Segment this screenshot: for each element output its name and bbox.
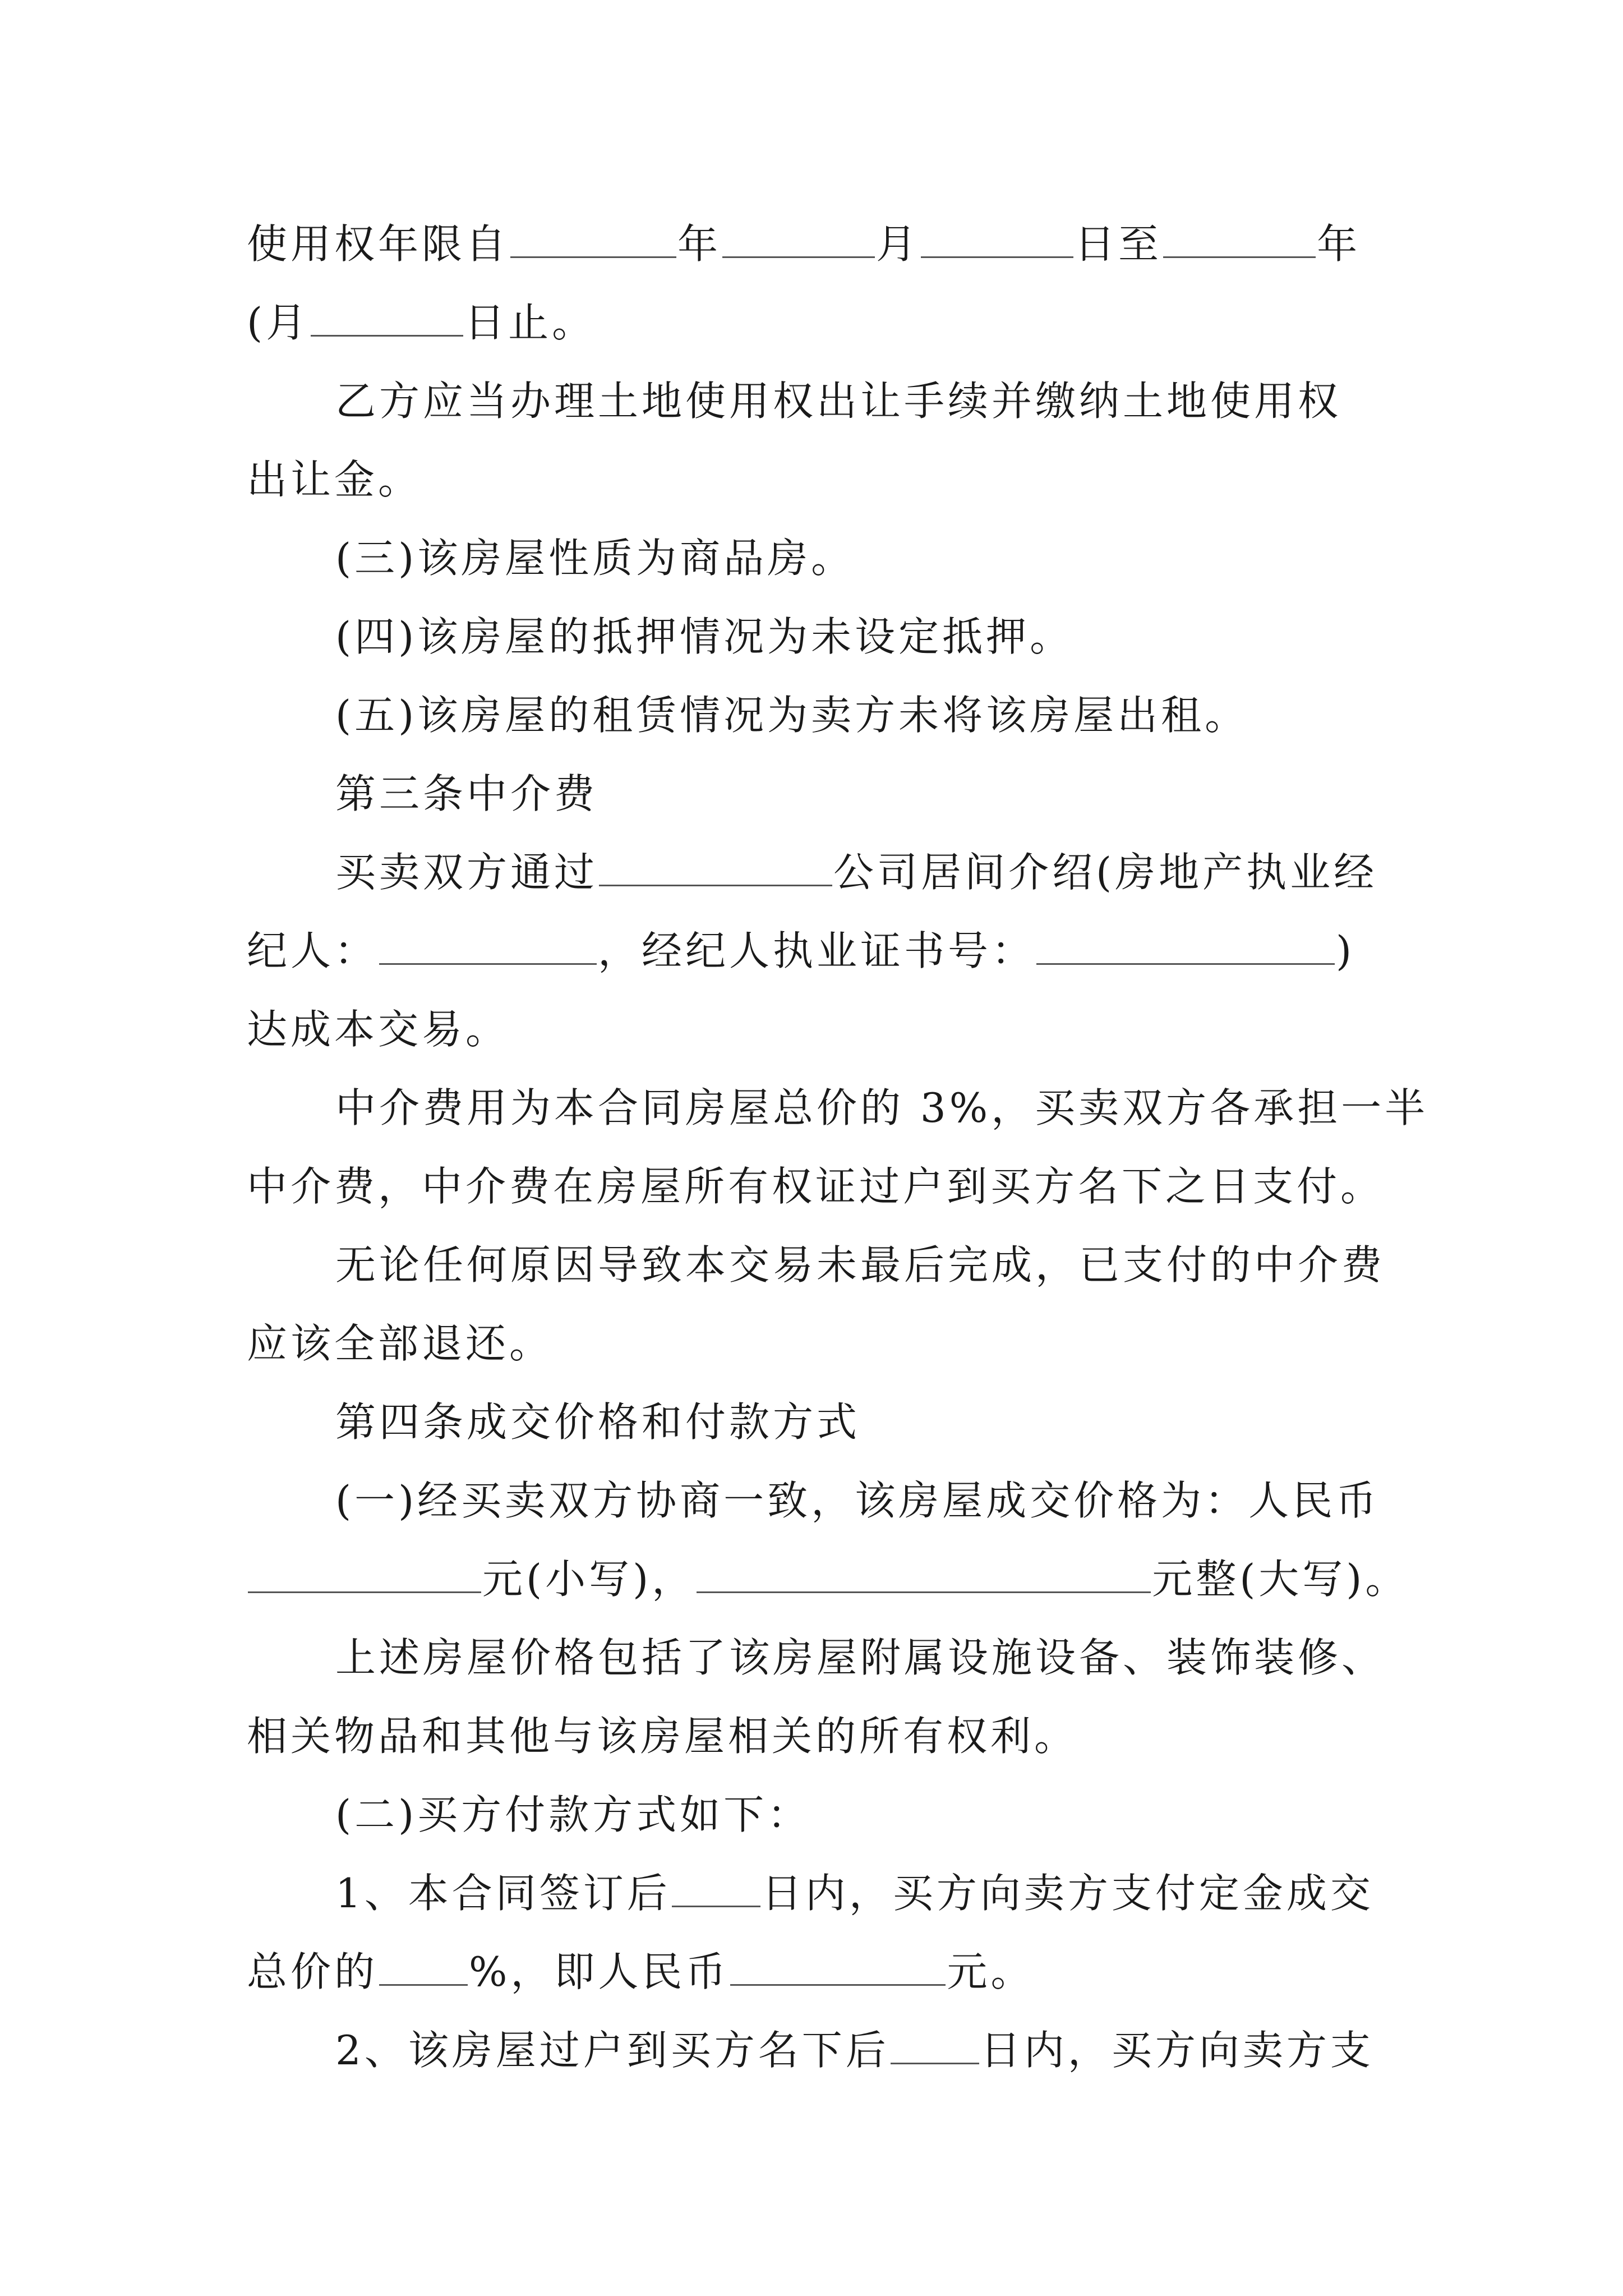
- text-segment: 使用权年限自: [247, 220, 510, 268]
- fill-blank: [311, 299, 463, 337]
- text-segment: 元(小写)，: [482, 1556, 696, 1603]
- text-segment: (月: [247, 299, 310, 346]
- fill-blank: [1036, 927, 1335, 965]
- text-segment: ，经纪人执业证书号：: [598, 927, 1036, 974]
- fill-blank: [730, 1948, 946, 1986]
- fill-blank: [921, 220, 1073, 258]
- text-segment: 日内，买方向卖方支: [980, 2027, 1374, 2074]
- fill-blank: [1163, 220, 1316, 258]
- text-line: (一)经买卖双方协商一致，该房屋成交价格为：人民币: [335, 1477, 1380, 1524]
- text-segment: ): [1336, 927, 1355, 974]
- text-line: (二)买方付款方式如下：: [335, 1791, 811, 1838]
- fill-blank: [510, 220, 676, 258]
- text-segment: 日内，买方向卖方支付定金成交: [761, 1870, 1374, 1917]
- text-line: [335, 1866, 1374, 1920]
- text-segment: 日至: [1075, 220, 1163, 268]
- fill-blank: [599, 849, 832, 886]
- text-line: 达成本交易。: [247, 1006, 510, 1053]
- text-segment: 月: [876, 220, 920, 268]
- fill-blank: [722, 220, 875, 258]
- text-line: [247, 296, 596, 349]
- text-segment: 纪人：: [247, 927, 379, 974]
- text-line: 相关物品和其他与该房屋相关的所有权利。: [247, 1713, 1078, 1760]
- text-segment: 年: [1317, 220, 1361, 268]
- text-line: 应该全部退还。: [247, 1320, 554, 1367]
- text-segment: 公司居间介绍(房地产执业经: [833, 849, 1378, 896]
- text-line: 出让金。: [247, 456, 422, 503]
- text-line: [247, 1552, 1409, 1606]
- text-line: 无论任何原因导致本交易未最后完成，已支付的中介费: [335, 1241, 1386, 1289]
- fill-blank: [379, 927, 597, 965]
- text-segment: 买卖双方通过: [335, 849, 598, 896]
- text-line: [247, 1945, 1034, 1999]
- text-segment: 年: [677, 220, 722, 268]
- text-segment: 总价的: [247, 1948, 379, 1995]
- fill-blank: [697, 1556, 1151, 1593]
- text-segment: 日止。: [464, 299, 596, 346]
- text-segment: %，即人民币: [469, 1948, 730, 1995]
- text-line: (三)该房屋性质为商品房。: [335, 535, 855, 582]
- text-segment: 2、该房屋过户到买方名下后: [335, 2027, 889, 2074]
- fill-blank: [379, 1948, 468, 1986]
- fill-blank: [672, 1870, 760, 1907]
- section-heading: 第三条中介费: [335, 770, 598, 817]
- text-line: (五)该房屋的租赁情况为卖方未将该房屋出租。: [335, 692, 1249, 739]
- text-line: [247, 924, 1355, 978]
- text-line: (四)该房屋的抵押情况为未设定抵押。: [335, 613, 1074, 660]
- text-line: 中介费用为本合同房屋总价的 3%，买卖双方各承担一半: [335, 1084, 1429, 1131]
- text-line: [335, 2023, 1374, 2077]
- text-line: 乙方应当办理土地使用权出让手续并缴纳土地使用权: [335, 378, 1342, 425]
- fill-blank: [248, 1556, 481, 1593]
- text-line: 上述房屋价格包括了该房屋附属设施设备、装饰装修、: [335, 1634, 1386, 1681]
- text-segment: 元整(大写)。: [1152, 1556, 1409, 1603]
- section-heading: 第四条成交价格和付款方式: [335, 1398, 861, 1446]
- text-line: [335, 845, 1377, 899]
- text-line: 中介费，中介费在房屋所有权证过户到买方名下之日支付。: [247, 1163, 1385, 1210]
- fill-blank: [891, 2027, 979, 2064]
- text-segment: 元。: [947, 1948, 1035, 1995]
- text-line: [247, 217, 1361, 271]
- text-segment: 1、本合同签订后: [335, 1870, 671, 1917]
